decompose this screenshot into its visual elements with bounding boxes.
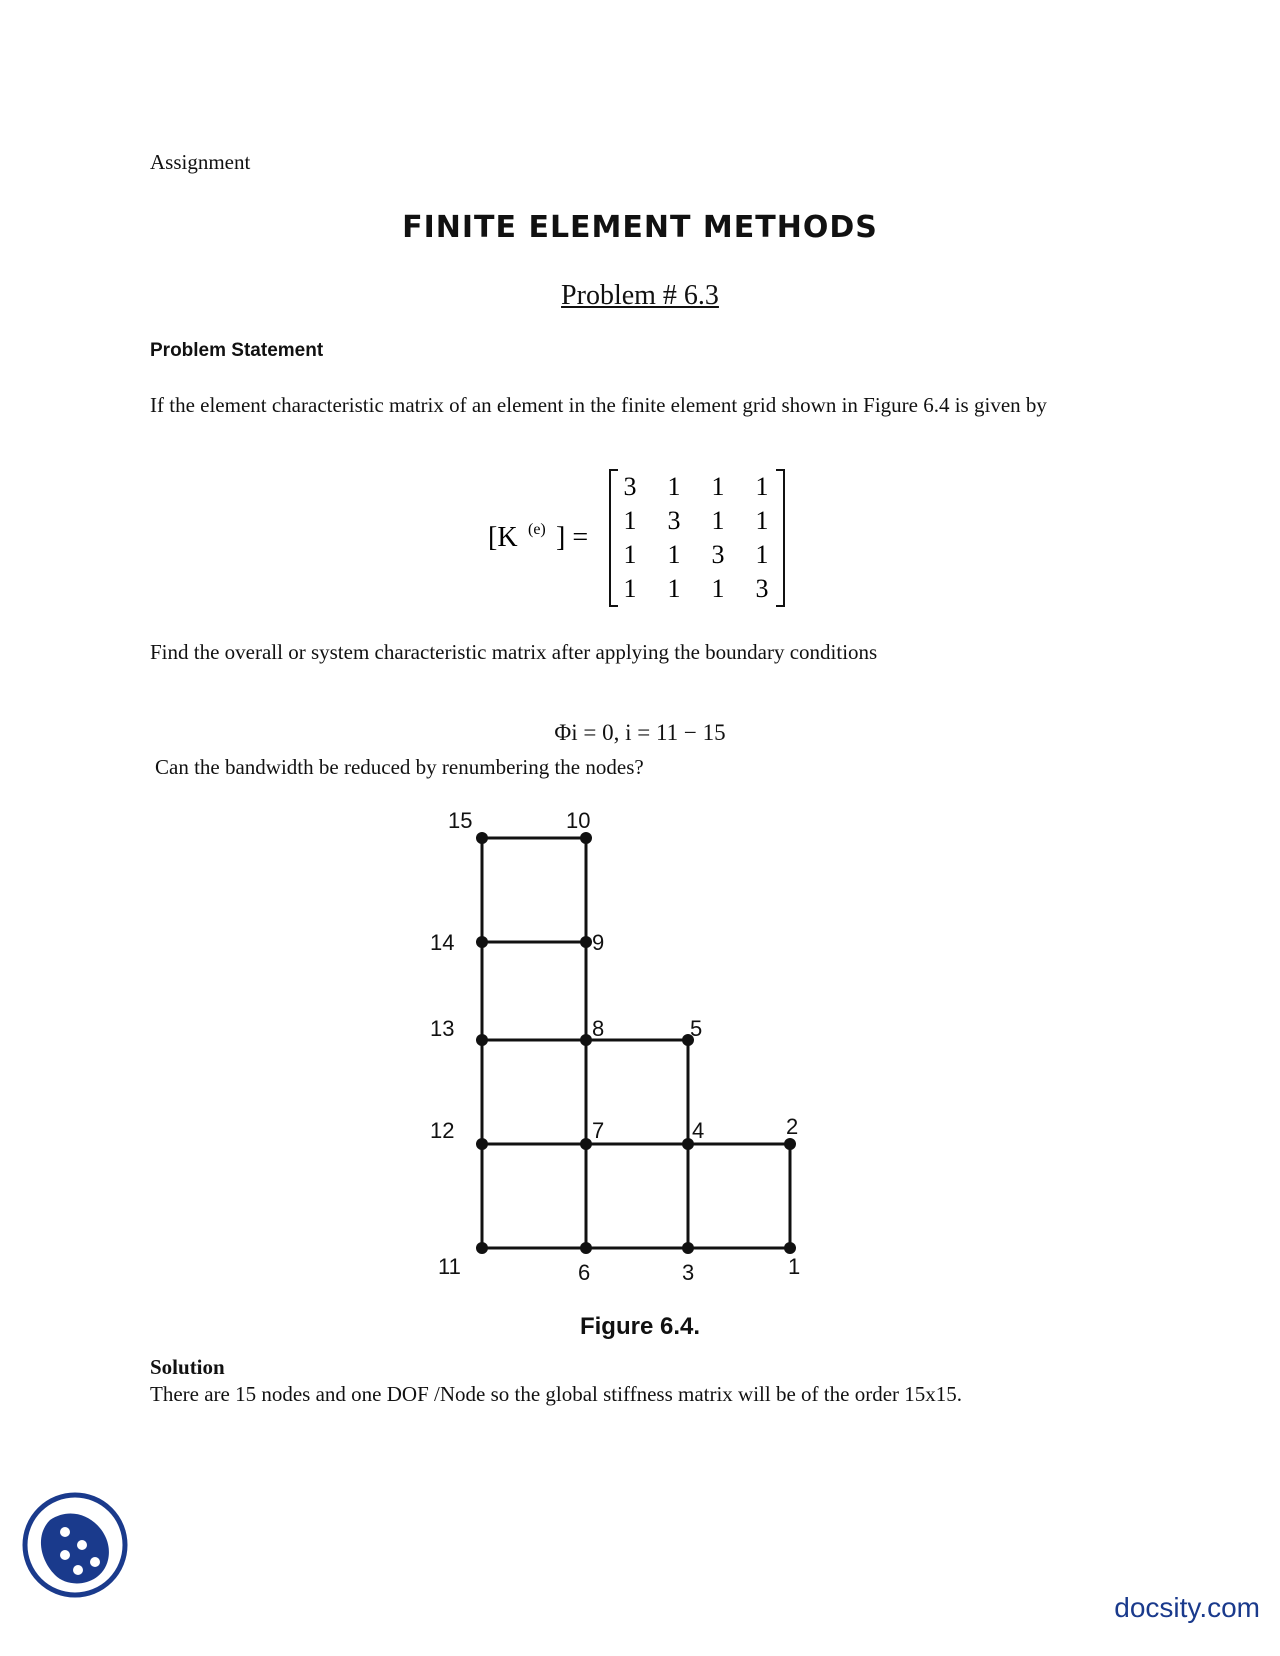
node-label-3: 3 bbox=[682, 1260, 695, 1285]
matrix-cell: 1 bbox=[667, 574, 681, 603]
matrix-cell: 1 bbox=[755, 540, 769, 569]
boundary-condition-equation: Φi = 0, i = 11 − 15 bbox=[554, 720, 726, 745]
node-label-6: 6 bbox=[578, 1260, 591, 1285]
matrix-cell: 3 bbox=[755, 574, 769, 603]
problem-statement-heading: Problem Statement bbox=[150, 340, 324, 361]
grid-node-11 bbox=[476, 1242, 488, 1254]
element-matrix-equation bbox=[470, 462, 800, 612]
grid-node-14 bbox=[476, 936, 488, 948]
node-label-12: 12 bbox=[430, 1118, 455, 1143]
grid-node-7 bbox=[580, 1138, 592, 1150]
matrix-right-bracket bbox=[776, 470, 784, 606]
grid-node-10 bbox=[580, 832, 592, 844]
matrix-cell: 1 bbox=[755, 506, 769, 535]
solution-heading: Solution bbox=[150, 1355, 225, 1379]
node-label-14: 14 bbox=[430, 930, 455, 955]
grid-node-2 bbox=[784, 1138, 796, 1150]
question-text: Can the bandwidth be reduced by renumbering the nodes? bbox=[155, 755, 644, 779]
node-label-11: 11 bbox=[438, 1254, 461, 1279]
matrix-cell: 1 bbox=[667, 540, 681, 569]
matrix-left-bracket bbox=[610, 470, 618, 606]
solution-text: There are 15 nodes and one DOF /Node so the global stiffness matrix will be of the order 15x15. bbox=[150, 1382, 963, 1406]
node-label-9: 9 bbox=[592, 930, 605, 955]
grid-node-15 bbox=[476, 832, 488, 844]
node-label-7: 7 bbox=[592, 1118, 605, 1143]
grid-node-1 bbox=[784, 1242, 796, 1254]
problem-statement-text: If the element characteristic matrix of an element in the finite element grid shown in Figure 6.4 is given by bbox=[150, 393, 1047, 417]
matrix-cell: 1 bbox=[755, 472, 769, 501]
node-label-5: 5 bbox=[690, 1016, 703, 1041]
node-label-13: 13 bbox=[430, 1016, 455, 1041]
grid-node-8 bbox=[580, 1034, 592, 1046]
matrix-cell: 3 bbox=[667, 506, 681, 535]
matrix-lhs: [K bbox=[488, 522, 518, 553]
problem-number: Problem # 6.3 bbox=[561, 280, 719, 311]
matrix-cell: 3 bbox=[711, 540, 725, 569]
matrix-cell: 1 bbox=[623, 540, 637, 569]
matrix-cell: 1 bbox=[711, 574, 725, 603]
grid-node-6 bbox=[580, 1242, 592, 1254]
node-label-1: 1 bbox=[788, 1254, 801, 1279]
finite-element-grid-figure bbox=[430, 800, 850, 1300]
matrix-rhs-close: ] = bbox=[556, 522, 589, 553]
grid-node-13 bbox=[476, 1034, 488, 1046]
node-label-8: 8 bbox=[592, 1016, 605, 1041]
matrix-cell: 1 bbox=[711, 472, 725, 501]
docsity-brand-text[interactable]: docsity.com bbox=[1114, 1592, 1260, 1623]
matrix-superscript: (e) bbox=[528, 521, 546, 538]
grid-lines bbox=[482, 838, 790, 1248]
node-label-4: 4 bbox=[692, 1118, 705, 1143]
assignment-label: Assignment bbox=[150, 150, 251, 174]
matrix-cell: 1 bbox=[623, 574, 637, 603]
node-label-2: 2 bbox=[786, 1114, 799, 1139]
matrix-cell: 1 bbox=[711, 506, 725, 535]
grid-node-3 bbox=[682, 1242, 694, 1254]
node-label-10: 10 bbox=[566, 808, 591, 833]
docsity-logo-icon bbox=[20, 1490, 130, 1600]
figure-caption: Figure 6.4. bbox=[579, 1313, 701, 1340]
matrix-cell: 3 bbox=[623, 472, 637, 501]
matrix-cell: 1 bbox=[667, 472, 681, 501]
find-text: Find the overall or system characteristic matrix after applying the boundary conditions bbox=[150, 640, 878, 664]
matrix-cell: 1 bbox=[623, 506, 637, 535]
grid-node-12 bbox=[476, 1138, 488, 1150]
page-title: FINITE ELEMENT METHODS bbox=[402, 210, 878, 245]
grid-node-9 bbox=[580, 936, 592, 948]
node-label-15: 15 bbox=[448, 808, 473, 833]
